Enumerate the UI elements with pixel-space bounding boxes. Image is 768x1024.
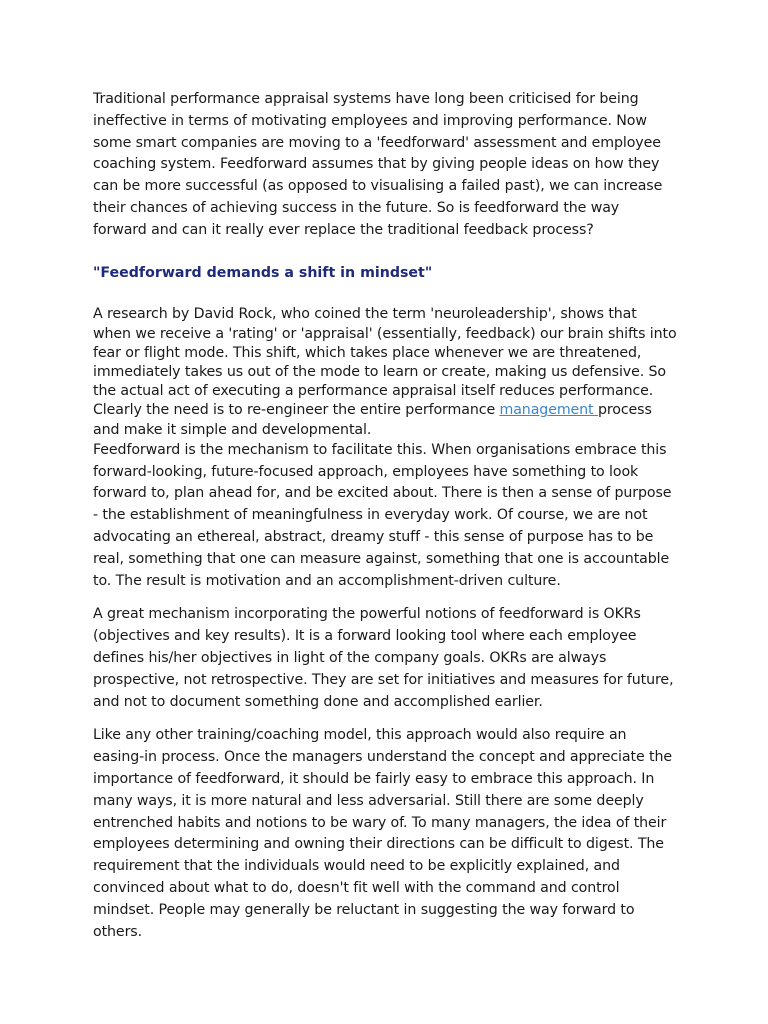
research-text-before-link: A research by David Rock, who coined the term 'neuroleadership', shows that when we receive a 'rating' or 'appraisal' (essentially, feedback) our brain shifts into fear or flight mode. This shift, which takes place whenever we are threatened, immediately takes us out of the mode to learn or create, making us defensive. So the actual act of executing a performance appraisal itself reduces performance. Clearly the need is to re-engineer the entire performance bbox=[93, 306, 677, 419]
research-paragraph bbox=[93, 305, 677, 439]
feedforward-mechanism-paragraph: Feedforward is the mechanism to facilitate this. When organisations embrace this forward-looking, future-focused approach, employees have something to look forward to, plan ahead for, and be excited about. There is then a sense of purpose - the establishment of meaningfulness in everyday work. Of course, we are not advocating an ethereal, abstract, dreamy stuff - this sense of purpose has to be real, something that one can measure against, something that one is accountable to. The result is motivation and an accomplishment-driven culture. bbox=[93, 441, 672, 589]
intro-paragraph: Traditional performance appraisal systems have long been criticised for being ineffective in terms of motivating employees and improving performance. Now some smart companies are moving to a 'feedforward' assessment and employee coaching system. Feedforward assumes that by giving people ideas on how they can be more successful (as opposed to visualising a failed past), we can increase their chances of achieving success in the future. So is feedforward the way forward and can it really ever replace the traditional feedback process? bbox=[93, 91, 663, 238]
research-text-after-link: process and make it simple and developmental. bbox=[93, 402, 652, 438]
management-link[interactable]: management bbox=[499, 402, 598, 419]
section-heading: "Feedforward demands a shift in mindset" bbox=[93, 264, 433, 281]
coaching-paragraph: Like any other training/coaching model, this approach would also require an easing-in process. Once the managers understand the concept and appreciate the importance of feedforward, it should be fairly easy to embrace this approach. In many ways, it is more natural and less adversarial. Still there are some deeply entrenched habits and notions to be wary of. To many managers, the idea of their employees determining and owning their directions can be difficult to digest. The requirement that the individuals would need to be explicitly explained, and convinced about what to do, doesn't fit well with the command and control mindset. People may generally be reluctant in suggesting the way forward to others. bbox=[93, 727, 672, 940]
okr-paragraph: A great mechanism incorporating the powerful notions of feedforward is OKRs (objectives and key results). It is a forward looking tool where each employee defines his/her objectives in light of the company goals. OKRs are always prospective, not retrospective. They are set for initiatives and measures for future, and not to document something done and accomplished earlier. bbox=[93, 606, 674, 710]
document-body bbox=[93, 89, 677, 943]
